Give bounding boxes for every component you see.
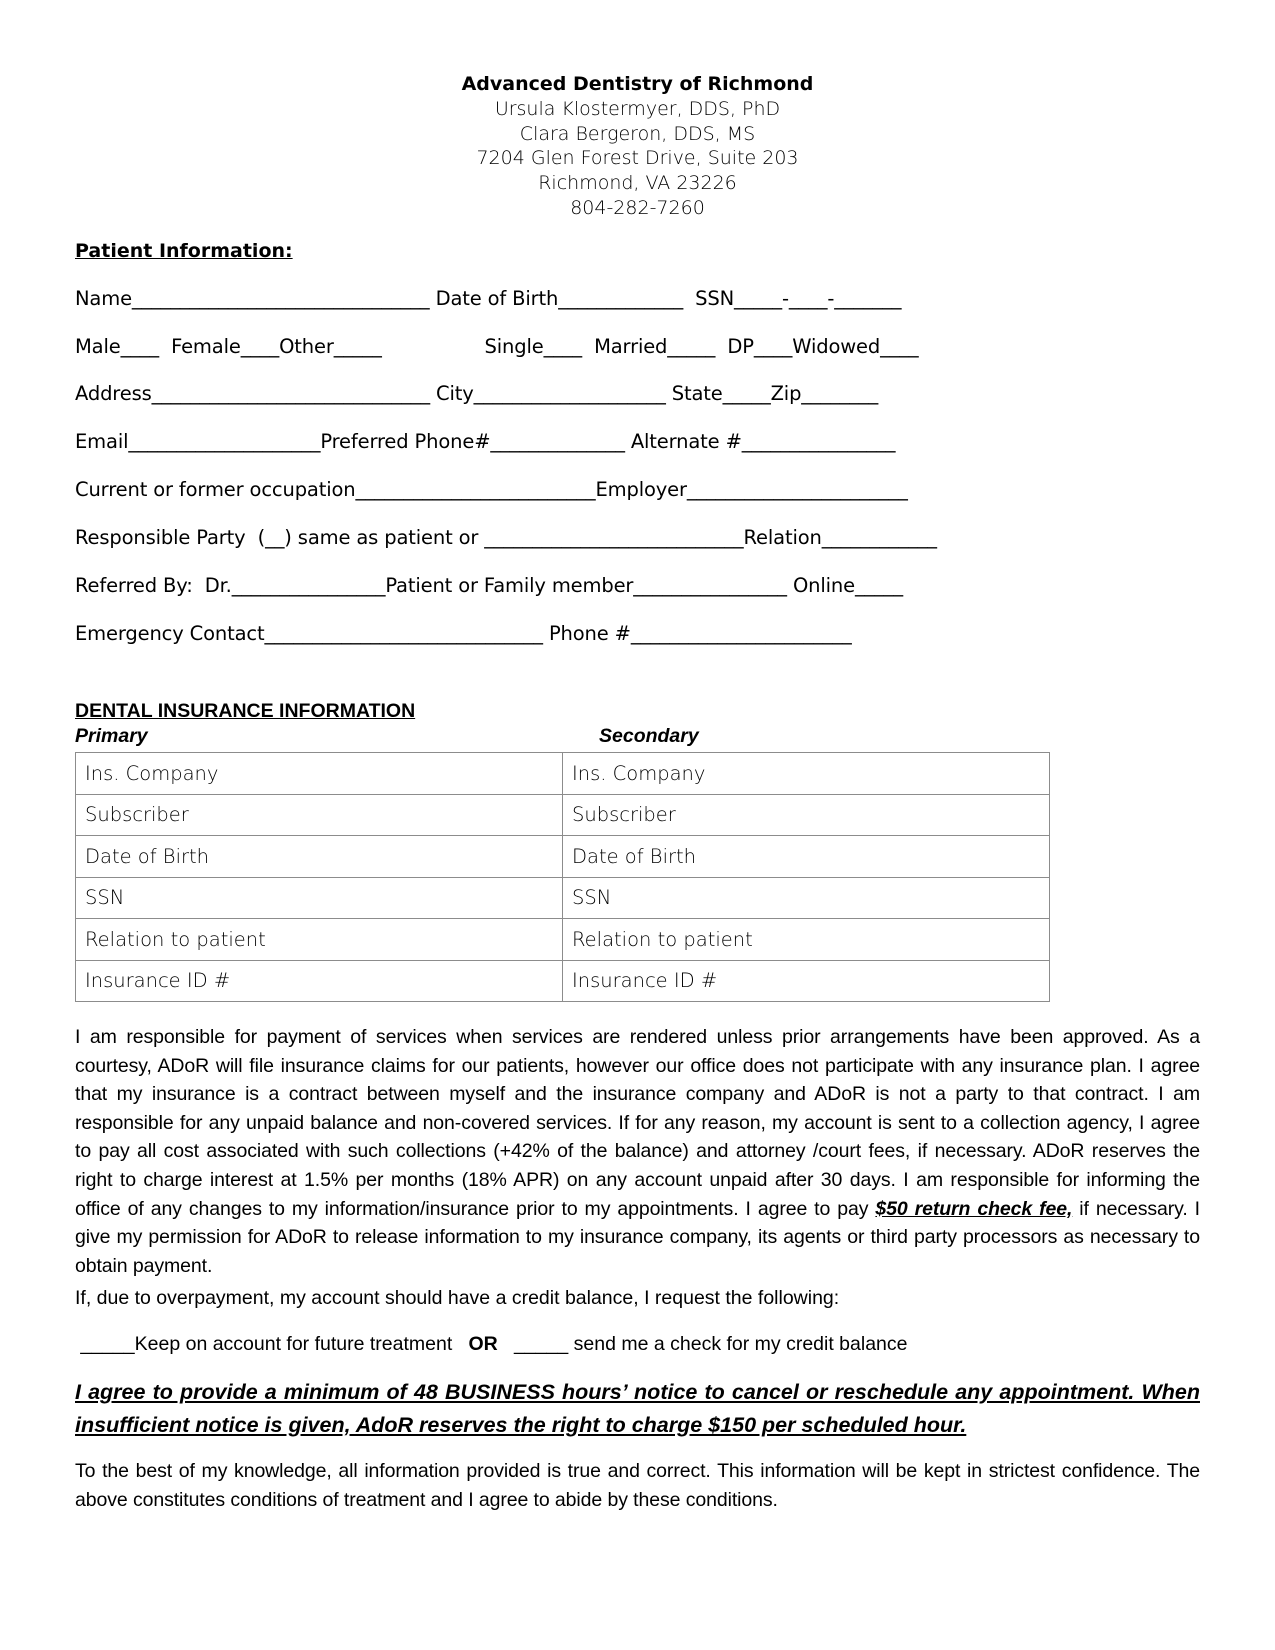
responsibility-text-end: if necessary. I give my permission for ADoR to release information to my insurance company, its agents or third party processors as necessary to obtain payment.	[75, 1197, 1200, 1277]
keep-on-account-option[interactable]: _____Keep on account for future treatment	[75, 1333, 469, 1355]
address-line[interactable]: Address_____________________________ City____________________ State_____Zip________	[75, 382, 879, 405]
contact-line[interactable]: Email____________________Preferred Phone#______________ Alternate #________________	[75, 430, 896, 453]
city-state-zip: Richmond, VA 23226	[538, 172, 737, 195]
referral-line[interactable]: Referred By: Dr.________________Patient or Family member________________ Online_____	[75, 574, 903, 597]
secondary-field[interactable]: Insurance ID #	[563, 960, 1050, 1002]
or-label: OR	[468, 1333, 498, 1355]
secondary-field[interactable]: Relation to patient	[563, 919, 1050, 961]
primary-field[interactable]: Relation to patient	[76, 919, 563, 961]
patient-information-heading: Patient Information:	[75, 240, 293, 262]
table-row	[76, 877, 1050, 919]
dental-insurance-heading: DENTAL INSURANCE INFORMATION	[75, 700, 416, 722]
primary-field[interactable]: SSN	[76, 877, 563, 919]
primary-field[interactable]: Ins. Company	[76, 753, 563, 795]
table-row	[76, 960, 1050, 1002]
table-row	[76, 836, 1050, 878]
attestation-paragraph: To the best of my knowledge, all information provided is true and correct. This information will be kept in strictest confidence. The above constitutes conditions of treatment and I agree to abide by these conditions.	[75, 1460, 1200, 1511]
insurance-table	[75, 752, 1050, 1002]
secondary-field[interactable]: Ins. Company	[563, 753, 1050, 795]
table-row	[76, 794, 1050, 836]
occupation-line[interactable]: Current or former occupation_________________________Employer_______________________	[75, 478, 908, 501]
primary-field[interactable]: Insurance ID #	[76, 960, 563, 1002]
financial-responsibility-paragraph	[75, 1023, 1200, 1280]
gender-marital-line[interactable]: Male____ Female____Other_____ Single____ Married_____ DP____Widowed____	[75, 335, 919, 358]
doctor-name: Ursula Klostermyer, DDS, PhD	[494, 97, 781, 120]
table-row	[76, 753, 1050, 795]
send-check-option[interactable]: _____ send me a check for my credit balance	[497, 1333, 908, 1355]
responsible-party-line[interactable]: Responsible Party (__) same as patient or ___________________________Relation____________	[75, 526, 937, 549]
street-address: 7204 Glen Forest Drive, Suite 203	[476, 147, 799, 170]
emergency-contact-line[interactable]: Emergency Contact_____________________________ Phone #_______________________	[75, 622, 852, 645]
name-dob-ssn-line[interactable]: Name_______________________________ Date of Birth_____________ SSN_____-____-_______	[75, 287, 902, 310]
cancellation-policy-notice: I agree to provide a minimum of 48 BUSINESS hours’ notice to cancel or reschedule any appointment. When insufficient notice is given, AdoR reserves the right to charge $150 per scheduled hour.	[75, 1380, 1200, 1437]
table-row	[76, 919, 1050, 961]
secondary-field[interactable]: Date of Birth	[563, 836, 1050, 878]
primary-label: Primary	[75, 725, 148, 747]
credit-balance-options	[75, 1333, 908, 1356]
primary-field[interactable]: Date of Birth	[76, 836, 563, 878]
primary-field[interactable]: Subscriber	[76, 794, 563, 836]
credit-balance-intro: If, due to overpayment, my account should have a credit balance, I request the following:	[75, 1287, 840, 1309]
return-check-fee: $50 return check fee,	[875, 1197, 1073, 1220]
responsibility-text: I am responsible for payment of services when services are rendered unless prior arrangements have been approved. As a courtesy, ADoR will file insurance claims for our patients, however our office does not participate with any insurance plan. I agree that my insurance is a contract between myself and the insurance company and ADoR is not a party to that contract. I am responsible for any unpaid balance and non-covered services. If for any reason, my account is sent to a collection agency, I agree to pay all cost associated with such collections (+42% of the balance) and attorney /court fees, if necessary. ADoR reserves the right to charge interest at 1.5% per months (18% APR) on any account unpaid after 30 days. I am responsible for informing the office of any changes to my information/insurance prior to my appointments. I agree to pay	[75, 1026, 1200, 1220]
secondary-label: Secondary	[599, 725, 699, 747]
secondary-field[interactable]: Subscriber	[563, 794, 1050, 836]
doctor-name: Clara Bergeron, DDS, MS	[519, 122, 756, 145]
secondary-field[interactable]: SSN	[563, 877, 1050, 919]
office-phone: 804-282-7260	[570, 196, 705, 219]
practice-name: Advanced Dentistry of Richmond	[461, 73, 814, 95]
letterhead	[0, 72, 1275, 221]
